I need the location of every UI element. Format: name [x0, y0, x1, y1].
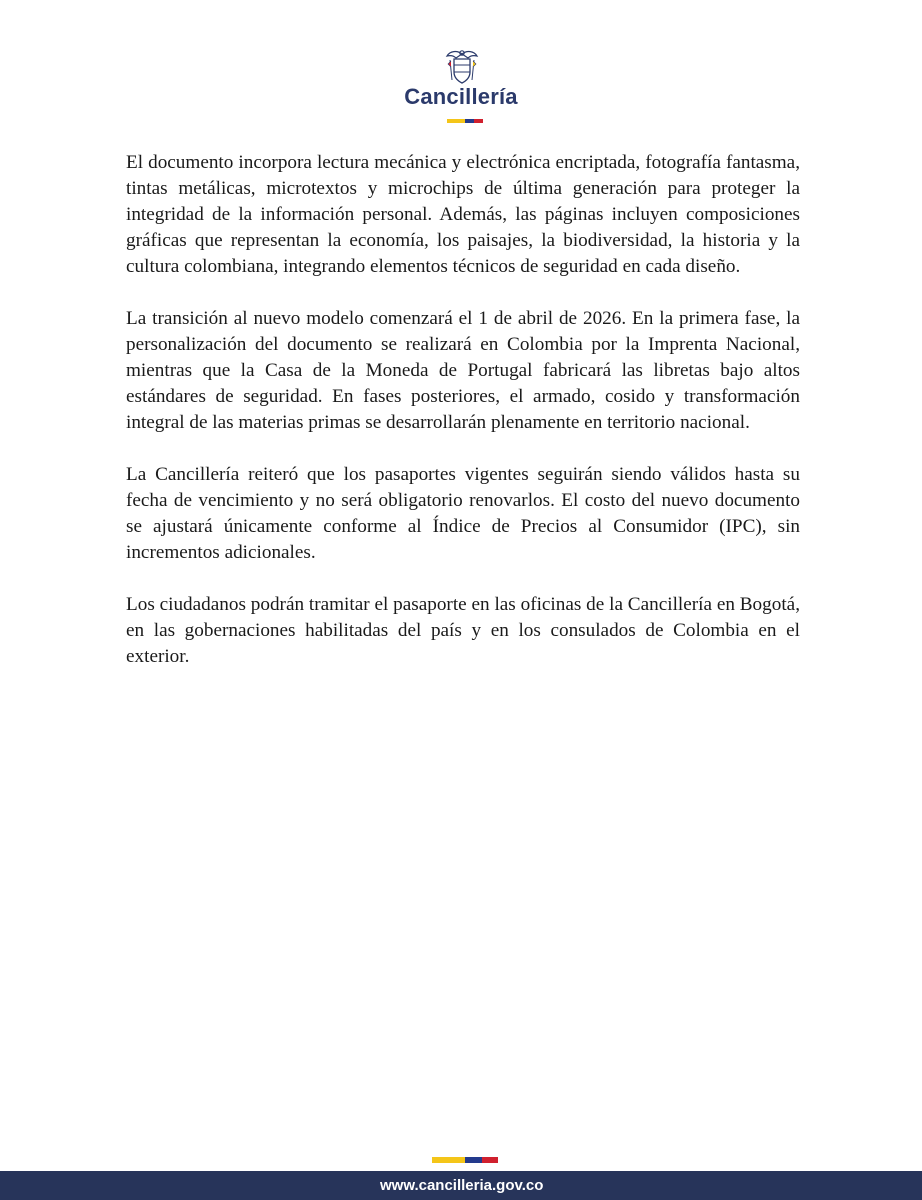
brand-title: Cancillería: [404, 84, 518, 109]
footer-flag-stripe: [432, 1157, 498, 1163]
paragraph: Los ciudadanos podrán tramitar el pasaporte en las oficinas de la Cancillería en Bogotá, en las gobernaciones habilitadas del país y en los consulados de Colombia en el exterior.: [126, 594, 800, 667]
footer-bar: [0, 1171, 922, 1200]
flag-stripe: [447, 119, 483, 123]
website-link[interactable]: www.cancilleria.gov.co: [380, 1177, 544, 1194]
coat-of-arms-icon: [445, 48, 479, 86]
document-body: [126, 150, 800, 696]
paragraph: La transición al nuevo modelo comenzará el 1 de abril de 2026. En la primera fase, la personalización del documento se realizará en Colombia por la Imprenta Nacional, mientras que la Casa de la Moneda de Portugal fabricará las libretas bajo altos estándares de seguridad. En fases posteriores, el armado, cosido y transformación integral de las materias primas se desarrollarán plenamente en territorio nacional.: [126, 308, 800, 433]
document-header: [0, 0, 922, 140]
paragraph: El documento incorpora lectura mecánica y electrónica encriptada, fotografía fantasma, tintas metálicas, microtextos y microchips de última generación para proteger la integridad de la información personal. Además, las páginas incluyen composiciones gráficas que representan la economía, los paisajes, la biodiversidad, la historia y la cultura colombiana, integrando elementos técnicos de seguridad en cada diseño.: [126, 152, 800, 277]
paragraph: La Cancillería reiteró que los pasaportes vigentes seguirán siendo válidos hasta su fecha de vencimiento y no será obligatorio renovarlos. El costo del nuevo documento se ajustará únicamente conforme al Índice de Precios al Consumidor (IPC), sin incrementos adicionales.: [126, 464, 800, 563]
